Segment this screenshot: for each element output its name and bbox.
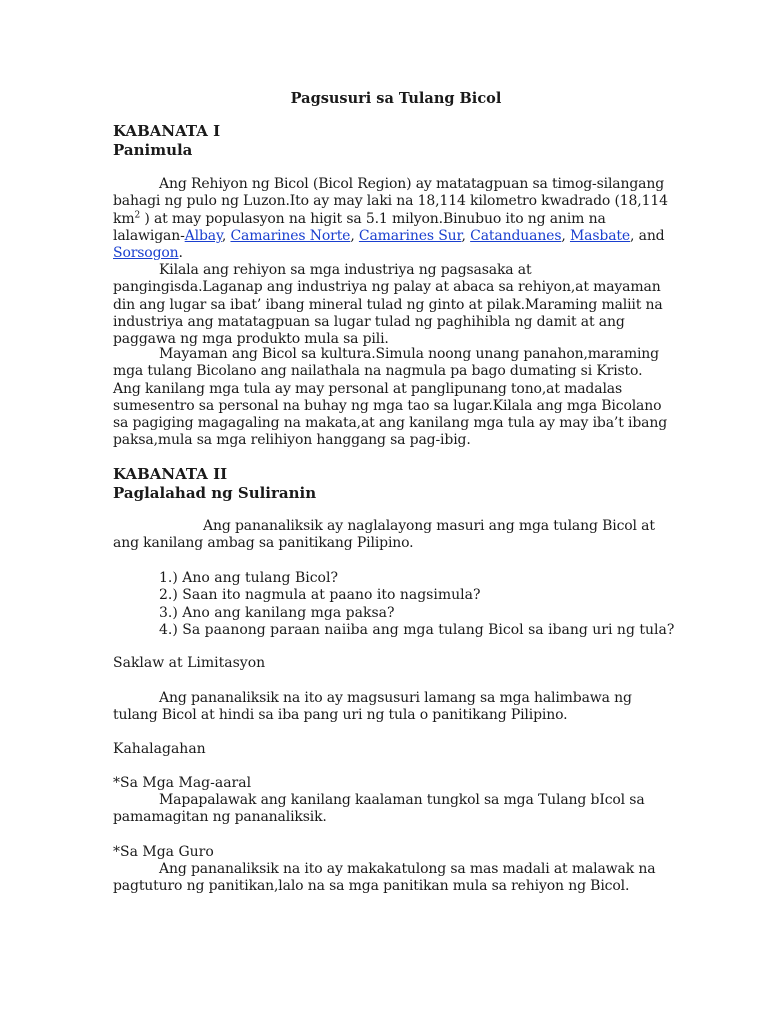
list-item: 1.) Ano ang tulang Bicol?	[159, 570, 338, 586]
teachers-heading: *Sa Mga Guro	[113, 844, 214, 860]
chapter-1-paragraph-2: Kilala ang rehiyon sa mga industriya ng pagsasaka at pangingisda.Laganap ang industriya ng palay at abaca sa rehiyon,at mayaman din ang lugar sa ibat’ ibang mineral tulad ng ginto at pilak.Maraming maliit na industriya ang matatagpuan sa lugar tulad ng paghihibla ng damit at ang paggawa ng mga produkto mula sa pili.	[113, 262, 663, 348]
chapter-1-subtitle: Panimula	[113, 141, 193, 159]
teachers-paragraph: Ang pananaliksik na ito ay makakatulong sa mas madali at malawak na pagtuturo ng panitikan,lalo na sa mga panitikan mula sa rehiyon ng Bicol.	[113, 861, 656, 895]
province-link-camarines-sur[interactable]: Camarines Sur	[358, 227, 462, 244]
scope-heading: Saklaw at Limitasyon	[113, 655, 266, 671]
scope-paragraph: Ang pananaliksik na ito ay magsusuri lamang sa mga halimbawa ng tulang Bicol at hindi sa iba pang uri ng tula o panitikang Pilipino.	[113, 690, 632, 724]
chapter-1-title: KABANATA I	[113, 122, 221, 140]
list-item: 3.) Ano ang kanilang mga paksa?	[159, 604, 395, 621]
students-paragraph: Mapapalawak ang kanilang kaalaman tungkol sa mga Tulang bIcol sa pamamagitan ng pananaliksik.	[113, 792, 645, 826]
chapter-2-subtitle: Paglalahad ng Suliranin	[113, 484, 317, 502]
province-link-camarines-norte[interactable]: Camarines Norte	[230, 227, 351, 244]
province-link-catanduanes[interactable]: Catanduanes	[470, 227, 562, 244]
students-heading: *Sa Mga Mag-aaral	[113, 775, 252, 791]
chapter-2-heading	[113, 465, 316, 503]
chapter-2-paragraph-1: Ang pananaliksik ay naglalayong masuri ang mga tulang Bicol at ang kanilang ambag sa panitikang Pilipino.	[113, 518, 655, 552]
chapter-1-heading	[113, 122, 220, 160]
chapter-1-paragraph-1: Ang Rehiyon ng Bicol (Bicol Region) ay matatagpuan sa timog-silangang bahagi ng pulo ng Luzon.Ito ay may laki na 18,114 kilometro kwadrado (18,114 $km^2$ ) at may populasyon na higit sa 5.1 milyon.Binubuo ito ng anim na lalawigan-Albay, Camarines Norte, Camarines Sur, Catanduanes, Masbate, and Sorsogon.	[113, 176, 668, 262]
province-link-sorsogon[interactable]: Sorsogon	[113, 245, 179, 262]
chapter-1-paragraph-3: Mayaman ang Bicol sa kultura.Simula noong unang panahon,maraming mga tulang Bicolano ang nailathala na nagmula pa bago dumating si Kristo. Ang kanilang mga tula ay may personal at panglipunang tono,at madalas sumesentro sa personal na buhay ng mga tao sa lugar.Kilala ang mga Bicolano sa pagiging magagaling na makata,at ang kanilang mga tula ay may iba’t ibang paksa,mula sa mga relihiyon hanggang sa pag-ibig.	[113, 346, 668, 449]
province-link-masbate[interactable]: Masbate	[569, 227, 631, 244]
importance-heading: Kahalagahan	[113, 741, 206, 757]
list-item: 2.) Saan ito nagmula at paano ito nagsimula?	[159, 587, 481, 604]
list-item: 4.) Sa paanong paraan naiiba ang mga tulang Bicol sa ibang uri ng tula?	[159, 621, 675, 638]
document-title: Pagsusuri sa Tulang Bicol	[290, 90, 502, 107]
province-link-albay[interactable]: Albay	[184, 227, 222, 244]
research-questions-list	[159, 570, 679, 639]
chapter-2-title: KABANATA II	[113, 465, 228, 483]
